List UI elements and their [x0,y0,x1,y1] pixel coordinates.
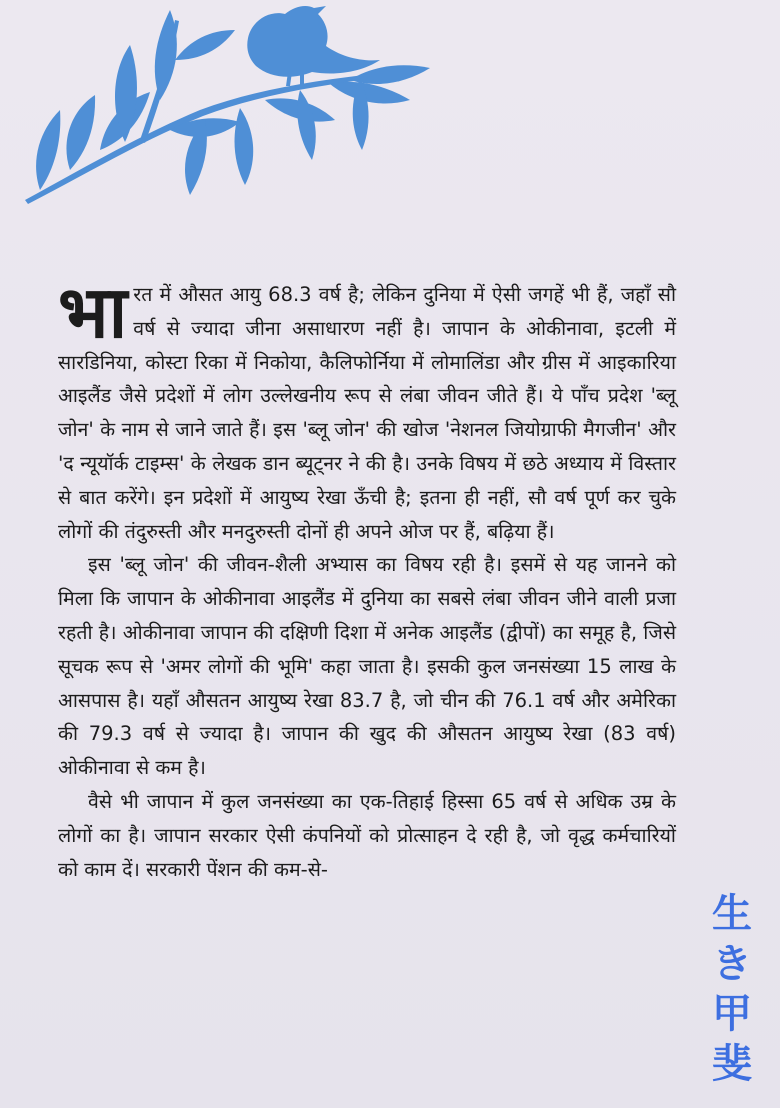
side-title-char: 甲 [712,990,752,1037]
paragraph-2: इस 'ब्लू जोन' की जीवन-शैली अभ्यास का विषय रही है। इसमें से यह जानने को मिला कि जापान के ओकीनावा आइलैंड में दुनिया का सबसे लंबा जीवन जीने वाली प्रजा रहती है। ओकीनावा जापान की दक्षिणी दिशा में अनेक आइलैंड (द्वीपों) का समूह है, जिसे सूचक रूप से 'अमर लोगों की भूमि' कहा जाता है। इसकी कुल जनसंख्या 15 लाख के आसपास है। यहाँ औसतन आयुष्य रेखा 83.7 है, जो चीन की 76.1 वर्ष और अमेरिका की 79.3 वर्ष से ज्यादा है। जापान की खुद की औसतन आयुष्य रेखा (83 वर्ष) ओकीनावा से कम है। [58,553,676,780]
drop-cap: भा [58,270,128,354]
side-title-char: き [712,940,752,987]
bird-on-branch-icon [0,0,460,220]
paragraph-1-text: रत में औसत आयु 68.3 वर्ष है; लेकिन दुनिया में ऐसी जगहें भी हैं, जहाँ सौ वर्ष से ज्यादा जीना असाधारण नहीं है। जापान के ओकीनावा, इटली में सारडिनिया, कोस्टा रिका में निकोया, कैलिफोर्निया में लोमालिंडा और ग्रीस में आइकारिया आइलैंड जैसे प्रदेशों में लोग उल्लेखनीय रूप से लंबा जीवन जीते हैं। ये पाँच प्रदेश 'ब्लू जोन' के नाम से जाने जाते हैं। इस 'ब्लू जोन' की खोज 'नेशनल जियोग्राफी मैगजीन' और 'द न्यूयॉर्क टाइम्स' के लेखक डान ब्यूट्नर ने की है। उनके विषय में छठे अध्याय में विस्तार से बात करेंगे। इन प्रदेशों में आयुष्य रेखा ऊँची है; इतना ही नहीं, सौ वर्ष पूर्ण कर चुके लोगों की तंदुरुस्ती और मनदुरुस्ती दोनों ही अपने ओज पर हैं, बढ़िया हैं। [58,283,676,543]
paragraph-1 [58,270,676,548]
side-title-vertical [702,890,762,1088]
article-body [58,270,676,886]
paragraph-3: वैसे भी जापान में कुल जनसंख्या का एक-तिहाई हिस्सा 65 वर्ष से अधिक उम्र के लोगों का है। जापान सरकार ऐसी कंपनियों को प्रोत्साहन दे रही है, जो वृद्ध कर्मचारियों को काम दें। सरकारी पेंशन की कम-से- [58,789,676,881]
side-title-char: 斐 [712,1040,752,1087]
side-title-char: 生 [712,890,752,937]
